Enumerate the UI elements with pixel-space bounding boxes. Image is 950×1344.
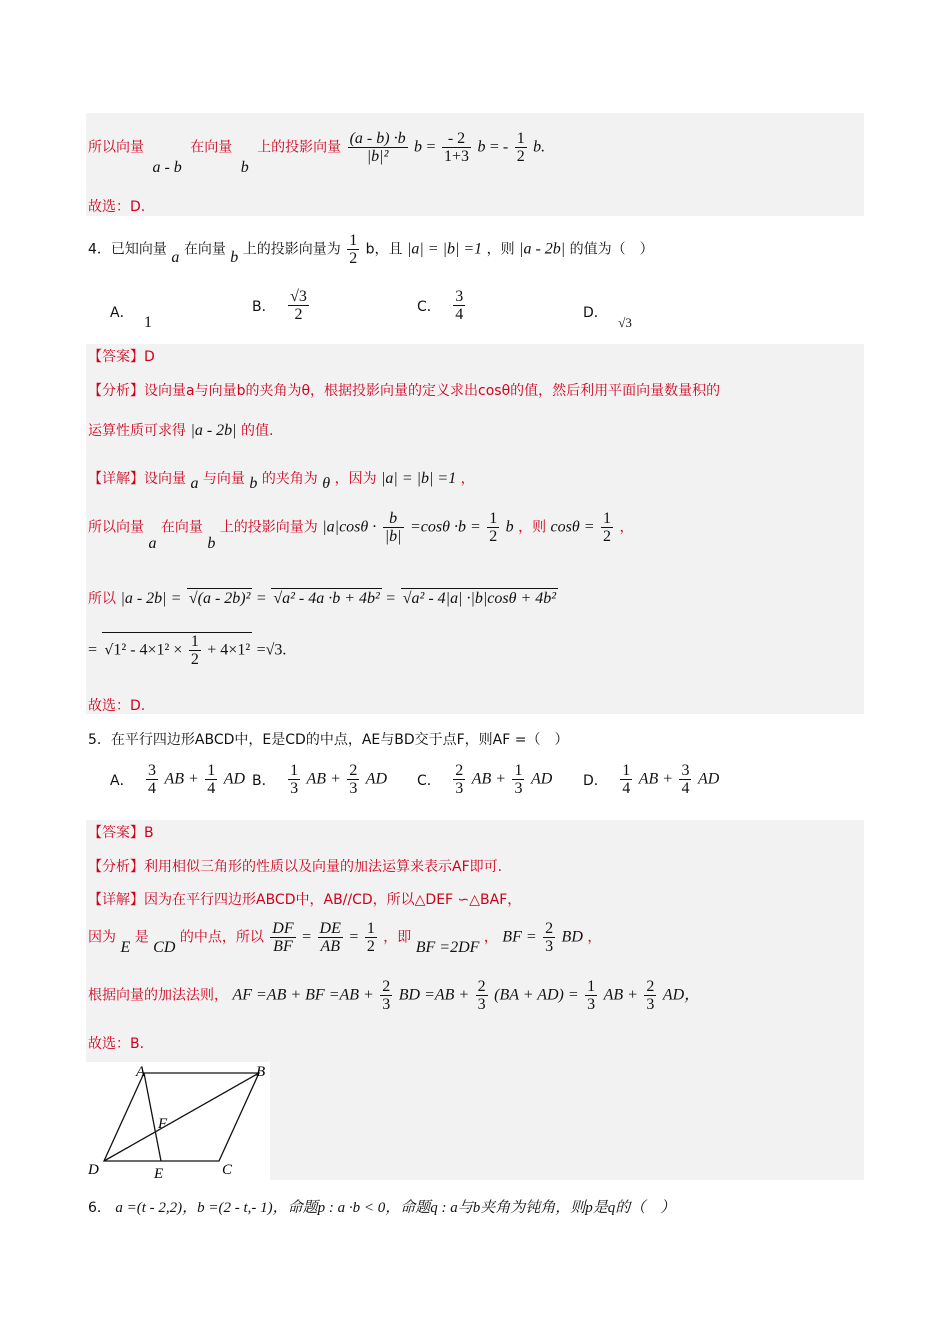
vector-a-minus-b: a - b xyxy=(152,158,182,176)
q4-detail-1: 【详解】设向量 a 与向量 b 的夹角为 θ ，因为 |a| = |b| =1 ， xyxy=(88,470,475,492)
q4-stem: 4．已知向量 a 在向量 b 上的投影向量为 $\frac{1}{2}$ b，且 |a| = |b| =1 ，则 |a - 2b| 的值为（ ） xyxy=(88,232,654,267)
q4-detail-4: = √1² - 4×1² × $\frac{1}{2}$ + 4×1² =√3. xyxy=(88,633,287,668)
q3-answer: 故选：D. xyxy=(88,199,146,215)
q5-answer-line: 【答案】B xyxy=(88,825,154,841)
label-a: A xyxy=(136,1064,146,1080)
q5-detail-3: 根据向量的加法法则， AF =AB + BF =AB + $\frac{2}{3}$ BD =AB + $\frac{2}{3}$ (BA + AD) = $\frac{1}{3}$ AB + $\frac{2}{3}$ AD， xyxy=(88,978,701,1013)
label-f: F xyxy=(158,1116,168,1132)
label-e: E xyxy=(154,1166,164,1180)
q5-detail-1: 【详解】因为在平行四边形ABCD中，AB//CD，所以△DEF ∽△BAF， xyxy=(88,892,522,908)
projection-formula-fraction: $\frac{(a - b) \cdot b}{\text{|b|²}}$ xyxy=(349,130,406,165)
q4-option-b[interactable]: B． $\frac{√3}{2}$ xyxy=(252,288,307,323)
q5-detail-2: 因为 E 是 CD 的中点，所以 $\frac{DF}{BF}$ = $\frac{DE}{AB}$ = $\frac{1}{2}$ ，即 BF =2DF ， BF = $\frac{2}{3}$ BD ， xyxy=(88,920,602,956)
q5-stem: 5．在平行四边形ABCD中，E是CD的中点，AE与BD交于点F，则AF =（ ） xyxy=(88,732,569,748)
q5-option-d[interactable]: D． $\frac{1}{4}$ AB + $\frac{3}{4}$ AD xyxy=(583,762,720,797)
q5-option-a[interactable]: A． $\frac{3}{4}$ AB + $\frac{1}{4}$ AD xyxy=(110,762,246,797)
q4-option-a[interactable]: A． 1 xyxy=(110,305,153,331)
label-b: B xyxy=(256,1064,266,1080)
q4-answer: 故选：D. xyxy=(88,698,146,714)
label-d: D xyxy=(88,1162,99,1178)
q4-detail-2: 所以向量 a 在向量 b 上的投影向量为 |a|cosθ · $\frac{b}{|b|}$ =cosθ ·b = $\frac{1}{2}$ b ，则 cosθ = $\frac{1}{2}$ ， xyxy=(88,510,634,552)
q4-option-c[interactable]: C． $\frac{3}{4}$ xyxy=(417,288,464,323)
q5-option-b[interactable]: B． $\frac{1}{3}$ AB + $\frac{2}{3}$ AD xyxy=(252,762,388,797)
q5-answer: 故选：B. xyxy=(88,1036,145,1052)
q5-analysis: 【分析】利用相似三角形的性质以及向量的加法运算来表示AF即可. xyxy=(88,859,503,875)
q5-option-c[interactable]: C． $\frac{2}{3}$ AB + $\frac{1}{3}$ AD xyxy=(417,762,553,797)
q4-answer-line: 【答案】D xyxy=(88,349,155,365)
label-c: C xyxy=(222,1162,233,1178)
q4-option-d[interactable]: D． √3 xyxy=(583,305,632,330)
q4-analysis-2: 运算性质可求得 |a - 2b| 的值. xyxy=(88,422,274,439)
q4-analysis-1: 【分析】设向量a与向量b的夹角为θ，根据投影向量的定义求出cosθ的值，然后利用平面向量数量积的 xyxy=(88,383,721,399)
q6-stem: 6． a =(t - 2,2)，b =(2 - t,- 1)，命题p : a ·b < 0，命题q : a与b夹角为钝角，则p是q的（ ） xyxy=(88,1200,676,1216)
q3-projection-line: 所以向量 a - b 在向量 b 上的投影向量 $\frac{(a - b) \cdot b}{\text{|b|²}}$ b = $\frac{- 2}{1+3}$ b = - $\frac{1}{2}$ b. xyxy=(88,130,546,176)
parallelogram-figure xyxy=(86,1062,270,1180)
q4-detail-3: 所以 |a - 2b| = √(a - 2b)² = √a² - 4a ·b + 4b² = √a² - 4|a| ·|b|cosθ + 4b² xyxy=(88,590,557,607)
